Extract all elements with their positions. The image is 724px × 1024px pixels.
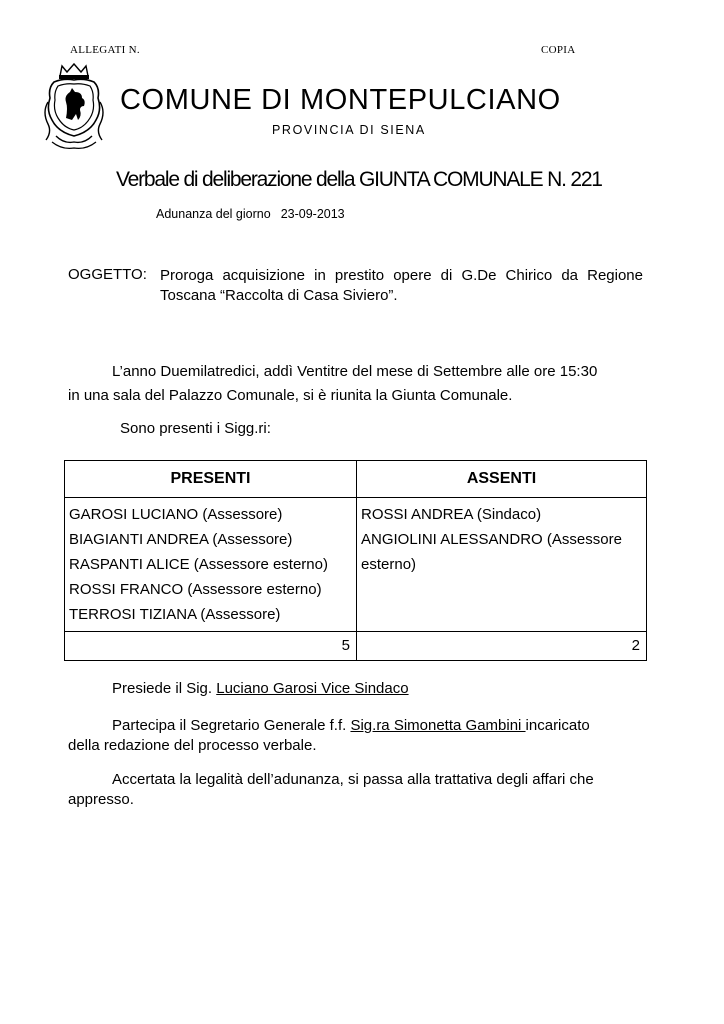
coat-of-arms-icon	[42, 62, 106, 152]
absent-member: ANGIOLINI ALESSANDRO (Assessore	[361, 531, 622, 548]
province-name: PROVINCIA DI SIENA	[272, 123, 426, 137]
partecipa-name: Sig.ra Simonetta Gambini	[350, 717, 526, 734]
presiede-line	[112, 680, 409, 697]
subject-line-2: Toscana “Raccolta di Casa Siviero”.	[160, 287, 398, 304]
present-count: 5	[65, 632, 357, 661]
meeting-date: 23-09-2013	[280, 207, 345, 221]
intro-line-1: L’anno Duemilatredici, addì Ventitre del mese di Settembre alle ore 15:30	[112, 363, 598, 380]
presiede-name: Luciano Garosi Vice Sindaco	[216, 680, 409, 697]
present-member: GAROSI LUCIANO (Assessore)	[69, 506, 283, 523]
presiede-label: Presiede il Sig.	[112, 680, 213, 697]
copia-label: COPIA	[541, 44, 576, 56]
meeting-line	[156, 207, 345, 221]
intro-paragraph	[68, 360, 631, 408]
present-member: TERROSI TIZIANA (Assessore)	[69, 606, 281, 623]
partecipa-line-2: della redazione del processo verbale.	[68, 737, 317, 754]
document-title: Verbale di deliberazione della GIUNTA COMUNALE N. 221	[116, 168, 602, 191]
subject-label: OGGETTO:	[68, 266, 147, 283]
absent-member: esterno)	[361, 556, 417, 573]
present-member: ROSSI FRANCO (Assessore esterno)	[69, 581, 322, 598]
partecipa-rest: incaricato	[525, 717, 590, 734]
present-intro: Sono presenti i Sigg.ri:	[120, 420, 271, 437]
partecipa-line-1	[68, 716, 631, 736]
absent-member: ROSSI ANDREA (Sindaco)	[361, 506, 542, 523]
subject-line-1: Proroga acquisizione in prestito opere di G.De Chirico da Regione	[160, 267, 643, 284]
absent-list	[357, 498, 647, 632]
present-member: BIAGIANTI ANDREA (Assessore)	[69, 531, 293, 548]
present-header: PRESENTI	[65, 461, 357, 498]
present-member: RASPANTI ALICE (Assessore esterno)	[69, 556, 328, 573]
allegati-label: ALLEGATI N.	[70, 44, 140, 56]
present-list	[65, 498, 357, 632]
accertata-line-2: appresso.	[68, 791, 134, 808]
absent-header: ASSENTI	[357, 461, 647, 498]
attendance-table	[64, 460, 647, 661]
partecipa-label: Partecipa il Segretario Generale f.f.	[112, 717, 347, 734]
meeting-label: Adunanza del giorno	[156, 207, 271, 221]
subject-text	[160, 266, 643, 306]
municipality-name: COMUNE DI MONTEPULCIANO	[120, 84, 561, 116]
partecipa-paragraph	[68, 716, 631, 756]
accertata-paragraph	[68, 770, 631, 810]
intro-line-2: in una sala del Palazzo Comunale, si è riunita la Giunta Comunale.	[68, 387, 513, 404]
accertata-line-1: Accertata la legalità dell’adunanza, si passa alla trattativa degli affari che	[112, 771, 594, 788]
absent-count: 2	[357, 632, 647, 661]
